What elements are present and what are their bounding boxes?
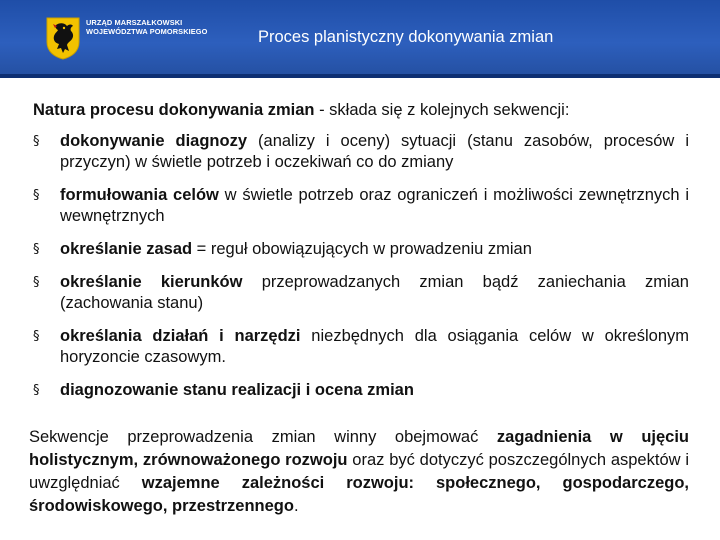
header-bar: [0, 0, 720, 78]
page-title: Proces planistyczny dokonywania zmian: [258, 28, 554, 46]
summary-paragraph: [29, 426, 689, 518]
summary-text-1: Sekwencje przeprowadzenia zmian winny obejmować: [29, 428, 497, 446]
list-item: [33, 185, 689, 227]
intro-rest: - składa się z kolejnych sekwencji:: [314, 101, 570, 119]
list-item-text: w świetle potrzeb oraz ograniczeń i możliwości zewnętrznych i wewnętrznych: [60, 186, 689, 225]
organization-name: [86, 18, 226, 36]
summary-text-3: .: [293, 497, 299, 515]
list-item: [33, 239, 689, 260]
intro-bold: Natura procesu dokonywania zmian: [33, 101, 315, 119]
bullet-marker-icon: §: [33, 134, 40, 149]
bullet-marker-icon: §: [33, 329, 40, 344]
list-item-text: (analizy i oceny) sytuacji (stanu zasobów, procesów i przyczyn) w świetle potrzeb i oczekiwań co do zmiany: [60, 132, 689, 171]
intro-text: [33, 101, 569, 120]
sequence-list: [33, 131, 689, 413]
summary-bold-1: zagadnienia w ujęciu holistycznym, zrównoważonego rozwoju: [29, 428, 689, 469]
organization-name-line1: URZĄD MARSZAŁKOWSKI: [86, 18, 183, 27]
list-item: [33, 131, 689, 173]
list-item-text: = reguł obowiązujących w prowadzeniu zmian: [192, 240, 532, 258]
list-item-bold: formułowania celów: [60, 186, 219, 204]
list-item-text: niezbędnych dla osiągania celów w określonym horyzoncie czasowym.: [60, 327, 689, 366]
bullet-marker-icon: §: [33, 275, 40, 290]
list-item: [33, 272, 689, 314]
summary-bold-2: wzajemne zależności rozwoju: społecznego, gospodarczego, środowiskowego, przestrzennego: [29, 474, 690, 515]
bullet-marker-icon: §: [33, 188, 40, 203]
list-item-bold: diagnozowanie stanu realizacji i ocena zmian: [60, 381, 414, 399]
bullet-marker-icon: §: [33, 383, 40, 398]
list-item-bold: określanie zasad: [60, 240, 193, 258]
list-item-bold: dokonywanie diagnozy: [60, 132, 248, 150]
list-item-bold: określanie kierunków: [60, 273, 243, 291]
bullet-marker-icon: §: [33, 242, 40, 257]
organization-name-line2: WOJEWÓDZTWA POMORSKIEGO: [86, 27, 208, 36]
griffin-coat-of-arms-icon: [45, 16, 81, 60]
summary-text-2: oraz być dotyczyć poszczególnych aspektów i uwzględniać: [29, 451, 689, 492]
header-divider: [0, 74, 720, 78]
list-item: [33, 380, 689, 401]
list-item-bold: określania działań i narzędzi: [60, 327, 301, 345]
list-item: [33, 326, 689, 368]
list-item-text: przeprowadzanych zmian bądź zaniechania zmian (zachowania stanu): [60, 273, 689, 312]
